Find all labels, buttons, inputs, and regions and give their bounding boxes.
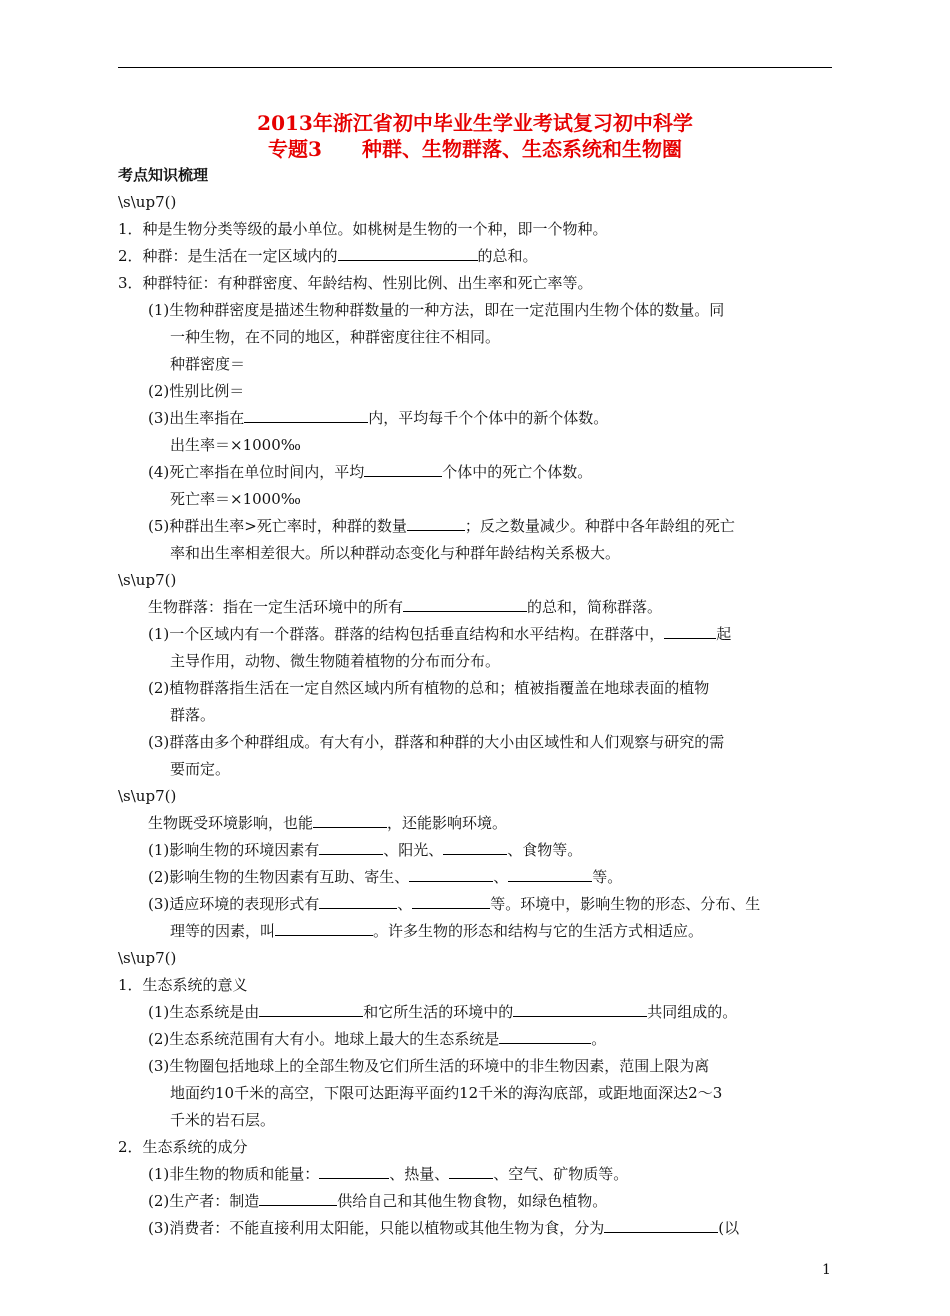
line-text: 共同组成的。 <box>647 1003 738 1021</box>
line-text: 、热量、 <box>389 1165 450 1183</box>
line-text: 考点知识梳理 <box>118 166 209 184</box>
text-line <box>118 270 832 297</box>
line-text: \s\up7() <box>118 949 177 967</box>
line-text: 内，平均每千个个体中的新个体数。 <box>368 409 609 427</box>
line-text: (2)生态系统范围有大有小。地球上最大的生态系统是 <box>148 1030 500 1048</box>
line-text: (1)非生物的物质和能量： <box>148 1165 320 1183</box>
fill-in-blank <box>259 1191 337 1206</box>
fill-in-blank <box>664 624 716 639</box>
line-text: 死亡率＝×1000‰ <box>170 490 301 508</box>
line-text: 和它所生活的环境中的 <box>363 1003 514 1021</box>
line-text: 、食物等。 <box>507 841 583 859</box>
line-text: 出生率＝×1000‰ <box>170 436 301 454</box>
line-text: 生物群落：指在一定生活环境中的所有 <box>148 598 404 616</box>
line-text: \s\up7() <box>118 193 177 211</box>
text-line <box>118 918 832 945</box>
fill-in-blank <box>409 867 493 882</box>
text-line <box>118 513 832 540</box>
line-text: 要而定。 <box>170 760 231 778</box>
document-title: 2013年浙江省初中毕业生学业考试复习初中科学 <box>257 111 693 135</box>
text-line <box>118 810 832 837</box>
text-line <box>118 729 832 756</box>
text-line <box>118 567 832 594</box>
line-text: 、空气、矿物质等。 <box>493 1165 629 1183</box>
line-text: 、 <box>397 895 413 913</box>
document-body <box>118 162 832 1242</box>
text-line <box>118 756 832 783</box>
fill-in-blank <box>604 1218 718 1233</box>
fill-in-blank <box>508 867 592 882</box>
line-text: (2)植物群落指生活在一定自然区域内所有植物的总和；植被指覆盖在地球表面的植物 <box>148 679 710 697</box>
line-text: (1)一个区域内有一个群落。群落的结构包括垂直结构和水平结构。在群落中， <box>148 625 665 643</box>
text-line <box>118 1188 832 1215</box>
line-text: 2．生态系统的成分 <box>118 1138 248 1156</box>
line-text: 种群密度＝ <box>170 355 246 373</box>
document-subtitle: 专题3 种群、生物群落、生态系统和生物圈 <box>268 137 682 161</box>
line-text: \s\up7() <box>118 787 177 805</box>
text-line <box>118 216 832 243</box>
text-line <box>118 972 832 999</box>
header-rule <box>118 67 832 68</box>
line-text: (1)生态系统是由 <box>148 1003 260 1021</box>
line-text: (2)影响生物的生物因素有互助、寄生、 <box>148 868 410 886</box>
line-text: (3)出生率指在 <box>148 409 245 427</box>
text-line <box>118 1215 832 1242</box>
line-text: 群落。 <box>170 706 216 724</box>
line-text: 等。环境中，影响生物的形态、分布、生 <box>490 895 761 913</box>
line-text: (3)生物圈包括地球上的全部生物及它们所生活的环境中的非生物因素，范围上限为离 <box>148 1057 710 1075</box>
text-line <box>118 1053 832 1080</box>
fill-in-blank <box>364 462 442 477</box>
line-text: 1．种是生物分类等级的最小单位。如桃树是生物的一个种，即一个物种。 <box>118 220 608 238</box>
text-line <box>118 324 832 351</box>
text-line <box>118 459 832 486</box>
fill-in-blank <box>449 1164 493 1179</box>
line-text: (1)影响生物的环境因素有 <box>148 841 320 859</box>
line-text: (3)群落由多个种群组成。有大有小，群落和种群的大小由区域性和人们观察与研究的需 <box>148 733 725 751</box>
line-text: ；反之数量减少。种群中各年龄组的死亡 <box>464 517 735 535</box>
text-line <box>118 783 832 810</box>
line-text: 2．种群：是生活在一定区域内的 <box>118 247 338 265</box>
line-text: 。 <box>591 1030 607 1048</box>
fill-in-blank <box>313 813 387 828</box>
line-text: (5)种群出生率>死亡率时，种群的数量 <box>148 517 407 535</box>
text-line <box>118 675 832 702</box>
fill-in-blank <box>338 246 478 261</box>
line-text: (2)性别比例＝ <box>148 382 245 400</box>
line-text: 等。 <box>592 868 623 886</box>
text-line <box>118 1107 832 1134</box>
line-text: 、 <box>493 868 509 886</box>
page-number: 1 <box>822 1262 831 1278</box>
line-text: 3．种群特征：有种群密度、年龄结构、性别比例、出生率和死亡率等。 <box>118 274 593 292</box>
text-line <box>118 837 832 864</box>
line-text: 地面约10千米的高空，下限可达距海平面约12千米的海沟底部，或距地面深达2～3 <box>170 1084 723 1102</box>
line-text: 千米的岩石层。 <box>170 1111 276 1129</box>
line-text: 的总和。 <box>477 247 538 265</box>
text-line <box>118 378 832 405</box>
text-line <box>118 702 832 729</box>
line-text: 、阳光、 <box>383 841 444 859</box>
fill-in-blank <box>244 408 368 423</box>
text-line <box>118 594 832 621</box>
fill-in-blank <box>412 894 490 909</box>
text-line <box>118 1134 832 1161</box>
text-line <box>118 891 832 918</box>
text-line <box>118 864 832 891</box>
line-text: ，还能影响环境。 <box>387 814 508 832</box>
line-text: 率和出生率相差很大。所以种群动态变化与种群年龄结构关系极大。 <box>170 544 621 562</box>
text-line <box>118 1026 832 1053</box>
text-line <box>118 945 832 972</box>
line-text: 1．生态系统的意义 <box>118 976 248 994</box>
text-line <box>118 351 832 378</box>
text-line <box>118 432 832 459</box>
fill-in-blank <box>275 921 373 936</box>
line-text: 。许多生物的形态和结构与它的生活方式相适应。 <box>373 922 704 940</box>
text-line <box>118 1161 832 1188</box>
line-text: 起 <box>716 625 732 643</box>
text-line <box>118 189 832 216</box>
line-text: (以 <box>718 1219 740 1237</box>
line-text: 生物既受环境影响，也能 <box>148 814 314 832</box>
line-text: (3)适应环境的表现形式有 <box>148 895 320 913</box>
text-line <box>118 405 832 432</box>
fill-in-blank <box>499 1029 591 1044</box>
line-text: \s\up7() <box>118 571 177 589</box>
fill-in-blank <box>259 1002 363 1017</box>
line-text: (2)生产者：制造 <box>148 1192 260 1210</box>
fill-in-blank <box>407 516 465 531</box>
text-line <box>118 297 832 324</box>
line-text: 一种生物，在不同的地区，种群密度往往不相同。 <box>170 328 501 346</box>
fill-in-blank <box>319 1164 389 1179</box>
text-line <box>118 1080 832 1107</box>
line-text: 理等的因素，叫 <box>170 922 276 940</box>
line-text: 的总和，简称群落。 <box>527 598 663 616</box>
fill-in-blank <box>403 597 527 612</box>
fill-in-blank <box>319 894 397 909</box>
text-line <box>118 243 832 270</box>
text-line <box>118 162 832 189</box>
text-line <box>118 648 832 675</box>
line-text: 供给自己和其他生物食物，如绿色植物。 <box>337 1192 608 1210</box>
text-line <box>118 621 832 648</box>
fill-in-blank <box>513 1002 647 1017</box>
fill-in-blank <box>443 840 507 855</box>
line-text: 主导作用，动物、微生物随着植物的分布而分布。 <box>170 652 501 670</box>
text-line <box>118 540 832 567</box>
fill-in-blank <box>319 840 383 855</box>
text-line <box>118 486 832 513</box>
line-text: (1)生物种群密度是描述生物种群数量的一种方法，即在一定范围内生物个体的数量。同 <box>148 301 725 319</box>
text-line <box>118 999 832 1026</box>
line-text: 个体中的死亡个体数。 <box>442 463 593 481</box>
line-text: (3)消费者：不能直接利用太阳能，只能以植物或其他生物为食，分为 <box>148 1219 605 1237</box>
line-text: (4)死亡率指在单位时间内，平均 <box>148 463 365 481</box>
